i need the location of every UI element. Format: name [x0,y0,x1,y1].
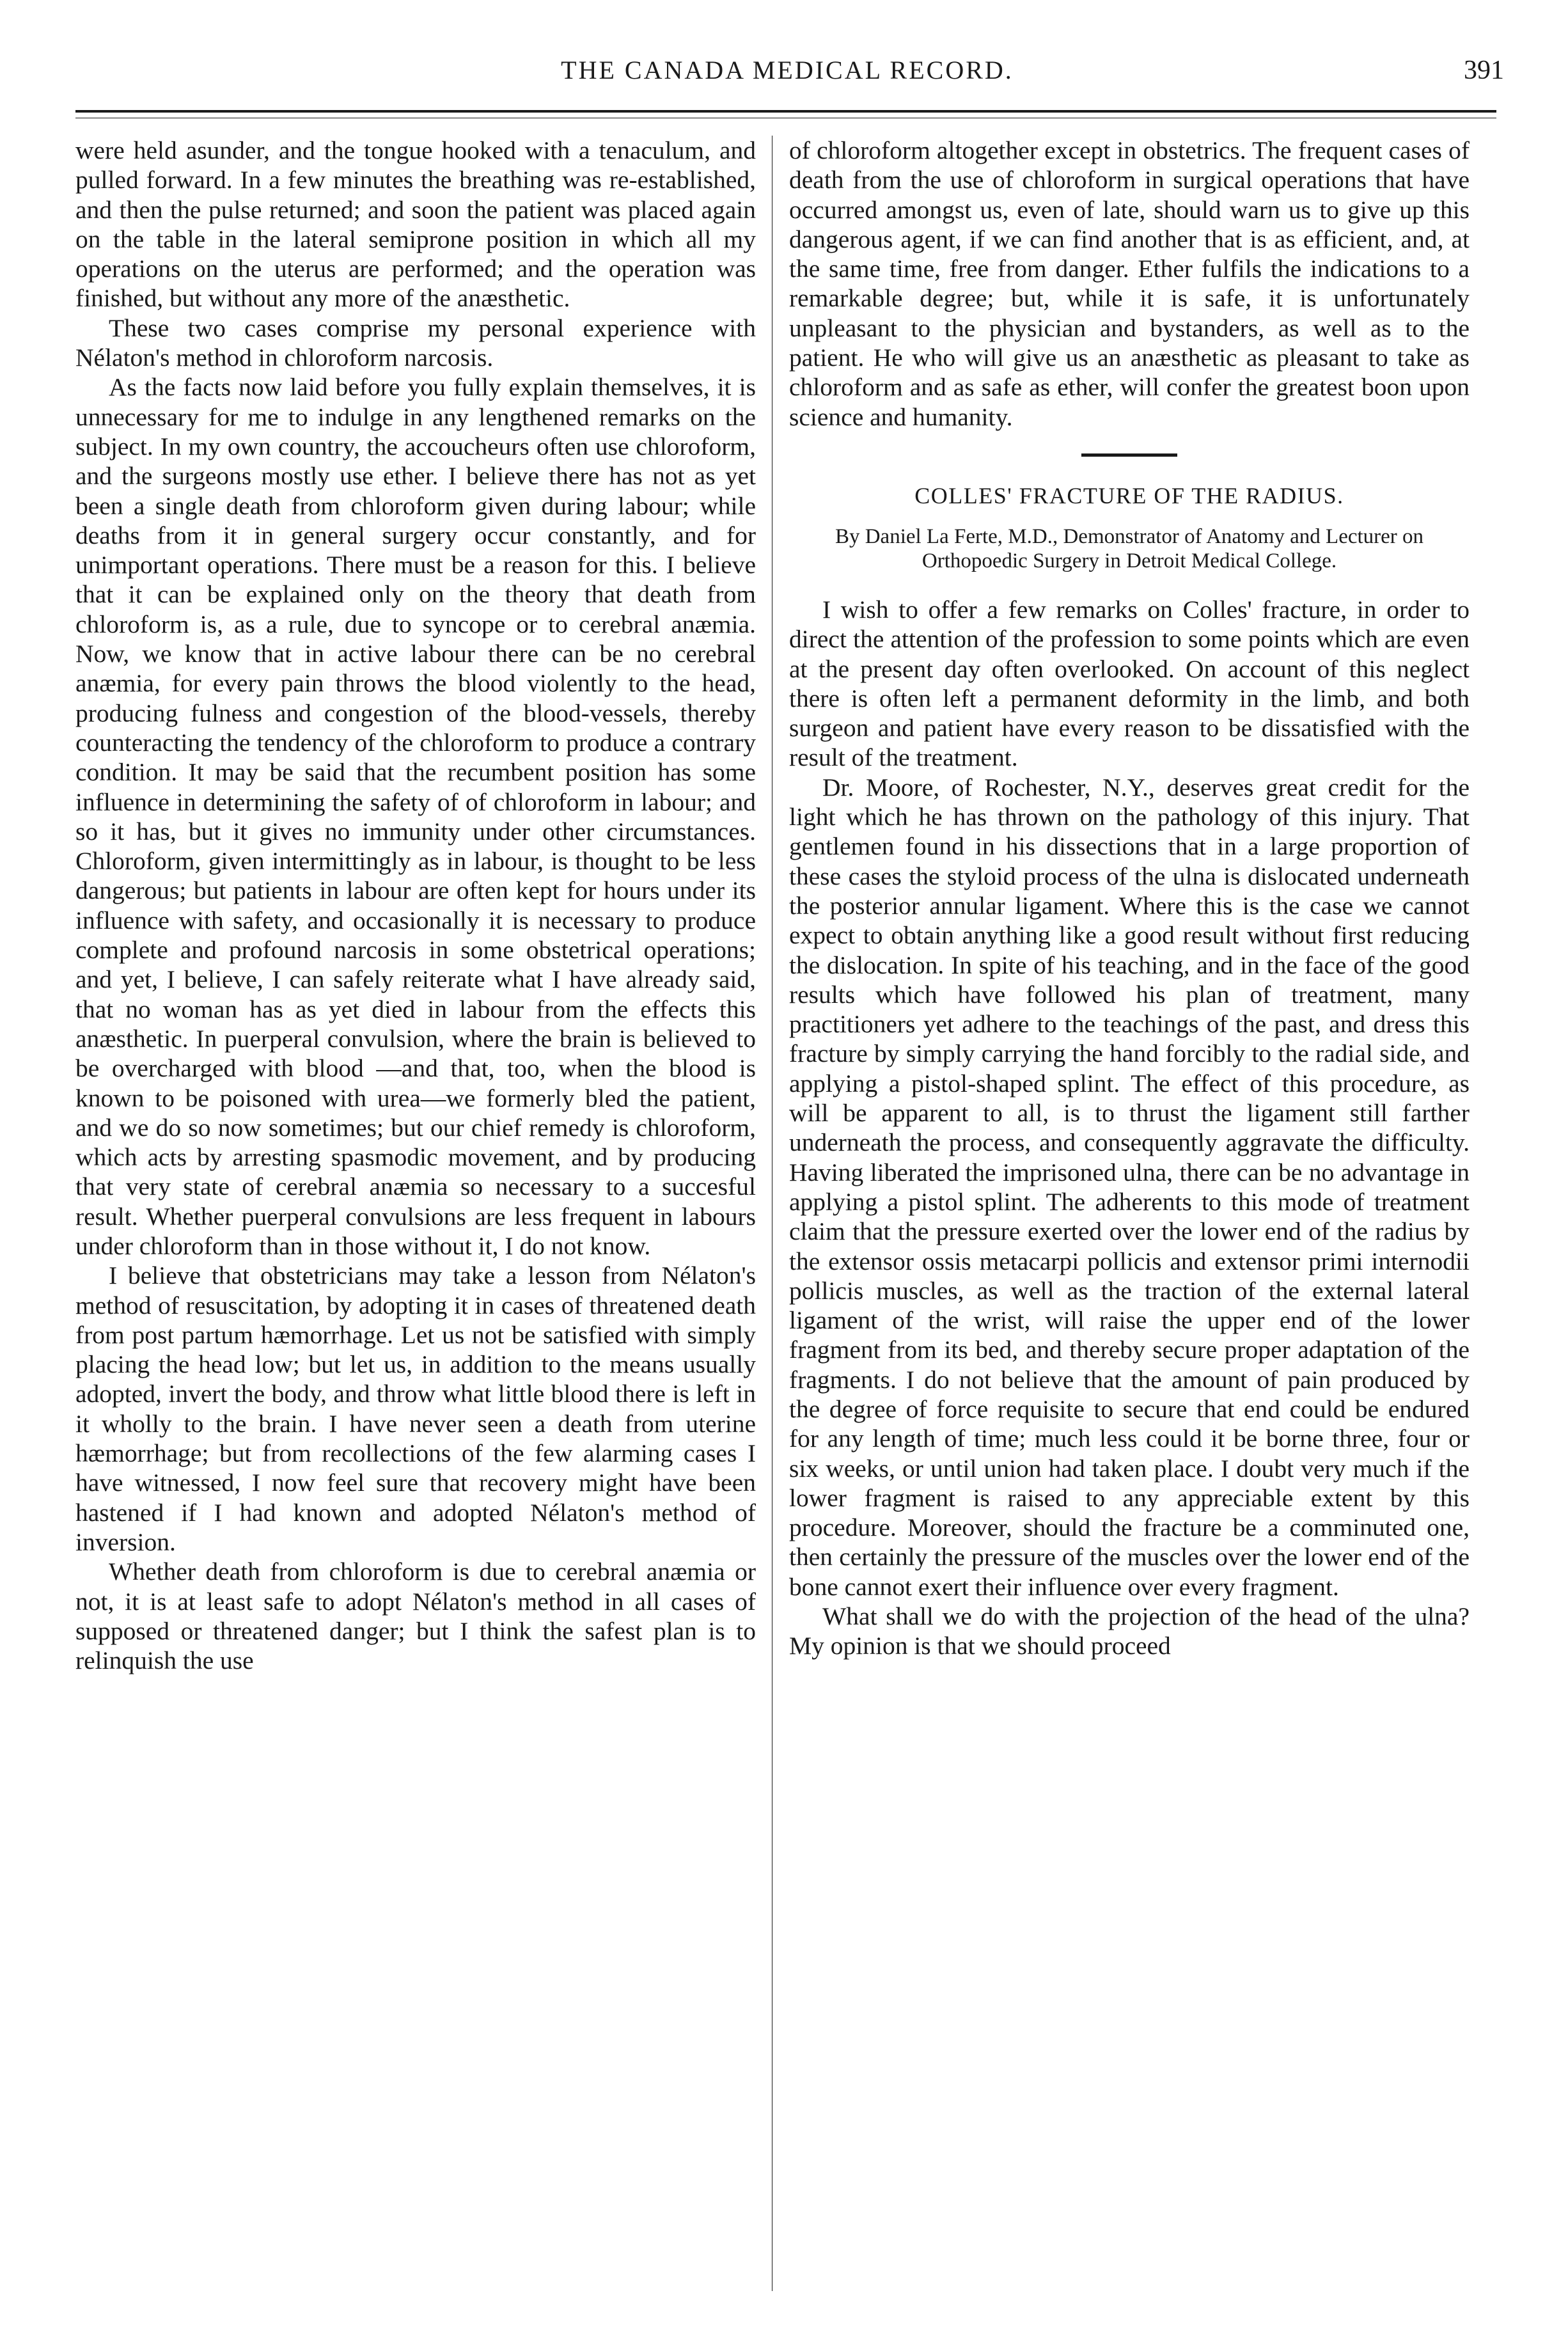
paragraph: I wish to offer a few remarks on Colles' fracture, in order to direct the attention of the profession to some points which are even at the present day often overlooked. On account of this neglect there is often left a permanent deformity in the limb, and both surgeon and patient have every reason to be dissatisfied with the result of the treatment. [789,595,1470,772]
article-title: COLLES' FRACTURE OF THE RADIUS. [914,482,1344,508]
paragraph: As the facts now laid before you fully explain themselves, it is unnecessary for me to indulge in any lengthened remarks on the subject. In my own country, the accoucheurs often use chloroform, and the surgeons mostly use ether. I believe there has not as yet been a single death from chloroform given during labour; while deaths from it in general surgery occur constantly, and for unimportant operations. There must be a reason for this. I believe that it can be explained only on the theory that death from chloroform is, as a rule, due to syncope or to cerebral anæmia. Now, we know that in active labour there can be no cerebral anæmia, for every pain throws the blood violently to the head, producing fulness and congestion of the blood-vessels, thereby counteracting the tendency of the chloroform to produce a contrary condition. It may be said that the recumbent position has some influence in determining the safety of of chloroform in labour; and so it has, but it gives no immunity under other circumstances. Chloroform, given intermittingly as in labour, is thought to be less dangerous; but patients in labour are often kept for hours under its influence with safety, and occasionally it is necessary to produce complete and profound narcosis in some obstetrical operations; and yet, I believe, I can safely reiterate what I have already said, that no woman has as yet died in labour from the effects this anæsthetic. In puerperal convulsion, where the brain is believed to be overcharged with blood —and that, too, when the blood is known to be poisoned with urea—we formerly bled the patient, and we do so now sometimes; but our chief remedy is chloroform, which acts by arresting spasmodic movement, and by producing that very state of cerebral anæmia so necessary to a succesful result. Whether puerperal convulsions are less frequent in labours under chloroform than in those without it, I do not know. [75,373,756,1260]
paragraph: were held asunder, and the tongue hooked with a tenaculum, and pulled forward. In a few minutes the breathing was re-established, and then the pulse returned; and soon the patient was placed again on the table in the lateral semiprone position in which all my operations on the uterus are performed; and the operation was finished, but without any more of the anæsthetic. [75,136,756,313]
right-column [789,136,1470,1661]
paragraph: of chloroform altogether except in obstetrics. The frequent cases of death from the use of chloroform in surgical operations that have occurred amongst us, even of late, should warn us to give up this dangerous agent, if we can find another that is as efficient, and, at the same time, free from danger. Ether fulfils the indications to a remarkable degree; but, while it is safe, it is unfortunately unpleasant to the physician and bystanders, as well as to the patient. He who will give us an anæsthetic as pleasant to take as chloroform and as safe as ether, will confer the greatest boon upon science and humanity. [789,136,1470,431]
section-divider [1081,453,1177,457]
byline: By Daniel La Ferte, M.D., Demonstrator of Anatomy and Lecturer on Orthopoedic Surgery in Detroit Medical College. [835,524,1424,572]
paragraph: These two cases comprise my personal experience with Nélaton's method in chloroform narcosis. [75,313,756,372]
paragraph: Dr. Moore, of Rochester, N.Y., deserves great credit for the light which he has thrown on the pathology of this injury. That gentlemen found in his dissections that in a large proportion of these cases the styloid process of the ulna is dislocated underneath the posterior annular ligament. Where this is the case we cannot expect to obtain anything like a good result without first reducing the dislocation. In spite of his teaching, and in the face of the good results which have followed his plan of treatment, many practitioners yet adhere to the teachings of the past, and dress this fracture by simply carrying the hand forcibly to the radial side, and applying a pistol-shaped splint. The effect of this procedure, as will be apparent to all, is to thrust the ligament still farther underneath the process, and consequently aggravate the difficulty. Having liberated the imprisoned ulna, there can be no advantage in applying a pistol splint. The adherents to this mode of treatment claim that the pressure exerted over the lower end of the radius by the extensor ossis metacarpi pollicis and extensor primi internodii pollicis muscles, as well as the traction of the external lateral ligament of the wrist, will raise the upper end of the lower fragment from its bed, and thereby secure proper adaptation of the fragments. I do not believe that the amount of pain produced by the degree of force requisite to secure that end could be endured for any length of time; much less could it be borne three, four or six weeks, or until union had taken place. I doubt very much if the lower fragment is raised to any appreciable extent by this procedure. Moreover, should the fracture be a comminuted one, then certainly the pressure of the muscles over the lower end of the bone cannot exert their influence over every fragment. [789,773,1470,1601]
header-rule-thick [75,110,1496,113]
journal-title: THE CANADA MEDICAL RECORD. [561,56,1014,84]
running-head [70,55,1504,93]
page-number: 391 [1464,56,1504,85]
paragraph: What shall we do with the projection of the head of the ulna? My opinion is that we should proceed [789,1602,1470,1660]
paragraph: I believe that obstetricians may take a lesson from Nélaton's method of resuscitation, by adopting it in cases of threatened death from post partum hæmorrhage. Let us not be satisfied with simply placing the head low; but let us, in addition to the means usually adopted, invert the body, and throw what little blood there is left in it wholly to the brain. I have never seen a death from uterine hæmorrhage; but from recollections of the few alarming cases I have witnessed, I now feel sure that recovery might have been hastened if I had known and adopted Nélaton's method of inversion. [75,1261,756,1556]
paragraph: Whether death from chloroform is due to cerebral anæmia or not, it is at least safe to adopt Nélaton's method in all cases of supposed or threatened danger; but I think the safest plan is to relinquish the use [75,1557,756,1675]
left-column [75,136,756,1675]
